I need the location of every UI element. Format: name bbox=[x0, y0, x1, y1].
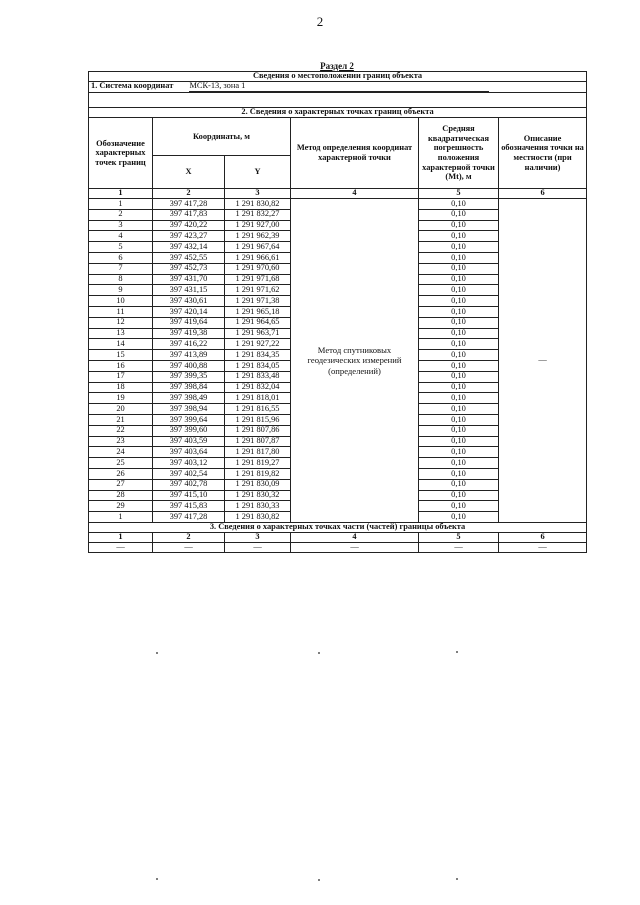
y-coordinate-cell: 1 291 830,09 bbox=[225, 479, 291, 490]
error-cell: 0,10 bbox=[419, 468, 499, 479]
x-coordinate-cell: 397 452,55 bbox=[153, 252, 225, 263]
x-coordinate-cell: 397 452,73 bbox=[153, 263, 225, 274]
page-number: 2 bbox=[316, 14, 324, 29]
block3-colnum-2: 2 bbox=[153, 532, 225, 542]
block3-colnum-3: 3 bbox=[225, 532, 291, 542]
block3-cell-3: — bbox=[225, 542, 291, 552]
colnum-6: 6 bbox=[499, 189, 587, 199]
scan-speck bbox=[456, 878, 458, 880]
y-coordinate-cell: 1 291 830,33 bbox=[225, 501, 291, 512]
point-number-cell: 13 bbox=[89, 328, 153, 339]
x-coordinate-cell: 397 403,59 bbox=[153, 436, 225, 447]
x-coordinate-cell: 397 398,84 bbox=[153, 382, 225, 393]
block3-colnum-5: 5 bbox=[419, 532, 499, 542]
point-number-cell: 2 bbox=[89, 209, 153, 220]
block3-colnum-6: 6 bbox=[499, 532, 587, 542]
y-coordinate-cell: 1 291 819,27 bbox=[225, 458, 291, 469]
coord-system-label: 1. Система координат bbox=[91, 81, 174, 91]
block3-cell-4: — bbox=[291, 542, 419, 552]
error-cell: 0,10 bbox=[419, 371, 499, 382]
y-coordinate-cell: 1 291 963,71 bbox=[225, 328, 291, 339]
point-number-cell: 25 bbox=[89, 458, 153, 469]
point-number-cell: 20 bbox=[89, 404, 153, 415]
x-coordinate-cell: 397 431,70 bbox=[153, 274, 225, 285]
error-cell: 0,10 bbox=[419, 296, 499, 307]
error-cell: 0,10 bbox=[419, 252, 499, 263]
point-number-cell: 5 bbox=[89, 242, 153, 253]
point-number-cell: 9 bbox=[89, 285, 153, 296]
block3-cell-1: — bbox=[89, 542, 153, 552]
y-coordinate-cell: 1 291 965,18 bbox=[225, 306, 291, 317]
x-coordinate-cell: 397 416,22 bbox=[153, 339, 225, 350]
y-coordinate-cell: 1 291 971,38 bbox=[225, 296, 291, 307]
error-cell: 0,10 bbox=[419, 404, 499, 415]
y-coordinate-cell: 1 291 927,22 bbox=[225, 339, 291, 350]
y-coordinate-cell: 1 291 927,00 bbox=[225, 220, 291, 231]
colnum-1: 1 bbox=[89, 189, 153, 199]
block3-cell-2: — bbox=[153, 542, 225, 552]
point-number-cell: 1 bbox=[89, 199, 153, 210]
x-coordinate-cell: 397 417,28 bbox=[153, 199, 225, 210]
x-coordinate-cell: 397 420,14 bbox=[153, 306, 225, 317]
y-coordinate-cell: 1 291 834,35 bbox=[225, 350, 291, 361]
y-coordinate-cell: 1 291 832,27 bbox=[225, 209, 291, 220]
blank-row bbox=[89, 93, 587, 108]
point-number-cell: 26 bbox=[89, 468, 153, 479]
error-cell: 0,10 bbox=[419, 414, 499, 425]
x-coordinate-cell: 397 403,12 bbox=[153, 458, 225, 469]
x-coordinate-cell: 397 402,78 bbox=[153, 479, 225, 490]
block1-title: Сведения о местоположении границ объекта bbox=[89, 72, 587, 82]
x-coordinate-cell: 397 398,94 bbox=[153, 404, 225, 415]
point-number-cell: 21 bbox=[89, 414, 153, 425]
scan-speck bbox=[156, 652, 158, 654]
header-point: Обозначение характерных точек границ bbox=[89, 118, 153, 189]
point-number-cell: 6 bbox=[89, 252, 153, 263]
x-coordinate-cell: 397 417,83 bbox=[153, 209, 225, 220]
point-number-cell: 8 bbox=[89, 274, 153, 285]
description-cell: — bbox=[499, 199, 587, 523]
point-number-cell: 17 bbox=[89, 371, 153, 382]
scan-speck bbox=[318, 652, 320, 654]
y-coordinate-cell: 1 291 819,82 bbox=[225, 468, 291, 479]
y-coordinate-cell: 1 291 807,87 bbox=[225, 436, 291, 447]
x-coordinate-cell: 397 399,60 bbox=[153, 425, 225, 436]
error-cell: 0,10 bbox=[419, 317, 499, 328]
point-number-cell: 22 bbox=[89, 425, 153, 436]
error-cell: 0,10 bbox=[419, 479, 499, 490]
coord-system-value: МСК-13, зона 1 bbox=[189, 82, 489, 91]
error-cell: 0,10 bbox=[419, 436, 499, 447]
coord-system-row bbox=[89, 82, 587, 93]
point-number-cell: 4 bbox=[89, 231, 153, 242]
header-error: Средняя квадратическая погрешность положения характерной точки (Mt), м bbox=[419, 118, 499, 189]
y-coordinate-cell: 1 291 962,39 bbox=[225, 231, 291, 242]
error-cell: 0,10 bbox=[419, 425, 499, 436]
error-cell: 0,10 bbox=[419, 199, 499, 210]
block3-colnum-1: 1 bbox=[89, 532, 153, 542]
x-coordinate-cell: 397 402,54 bbox=[153, 468, 225, 479]
y-coordinate-cell: 1 291 833,48 bbox=[225, 371, 291, 382]
x-coordinate-cell: 397 430,61 bbox=[153, 296, 225, 307]
x-coordinate-cell: 397 413,89 bbox=[153, 350, 225, 361]
point-number-cell: 19 bbox=[89, 393, 153, 404]
x-coordinate-cell: 397 399,35 bbox=[153, 371, 225, 382]
error-cell: 0,10 bbox=[419, 220, 499, 231]
y-coordinate-cell: 1 291 967,64 bbox=[225, 242, 291, 253]
y-coordinate-cell: 1 291 964,65 bbox=[225, 317, 291, 328]
point-number-cell: 15 bbox=[89, 350, 153, 361]
x-coordinate-cell: 397 431,15 bbox=[153, 285, 225, 296]
header-coords: Координаты, м bbox=[153, 118, 291, 156]
error-cell: 0,10 bbox=[419, 360, 499, 371]
y-coordinate-cell: 1 291 832,04 bbox=[225, 382, 291, 393]
scan-speck bbox=[456, 651, 458, 653]
error-cell: 0,10 bbox=[419, 339, 499, 350]
error-cell: 0,10 bbox=[419, 350, 499, 361]
y-coordinate-cell: 1 291 817,80 bbox=[225, 447, 291, 458]
header-method: Метод определения координат характерной точки bbox=[291, 118, 419, 189]
method-cell: Метод спутниковых геодезических измерений (определений) bbox=[291, 199, 419, 523]
point-number-cell: 14 bbox=[89, 339, 153, 350]
y-coordinate-cell: 1 291 971,68 bbox=[225, 274, 291, 285]
point-number-cell: 3 bbox=[89, 220, 153, 231]
table-row bbox=[89, 199, 587, 210]
x-coordinate-cell: 397 398,49 bbox=[153, 393, 225, 404]
y-coordinate-cell: 1 291 818,01 bbox=[225, 393, 291, 404]
colnum-4: 4 bbox=[291, 189, 419, 199]
y-coordinate-cell: 1 291 966,61 bbox=[225, 252, 291, 263]
block3-cell-5: — bbox=[419, 542, 499, 552]
x-coordinate-cell: 397 420,22 bbox=[153, 220, 225, 231]
error-cell: 0,10 bbox=[419, 209, 499, 220]
scan-speck bbox=[156, 878, 158, 880]
point-number-cell: 16 bbox=[89, 360, 153, 371]
boundary-table bbox=[88, 71, 587, 553]
error-cell: 0,10 bbox=[419, 512, 499, 523]
point-number-cell: 10 bbox=[89, 296, 153, 307]
point-number-cell: 1 bbox=[89, 512, 153, 523]
x-coordinate-cell: 397 417,28 bbox=[153, 512, 225, 523]
x-coordinate-cell: 397 419,64 bbox=[153, 317, 225, 328]
point-number-cell: 7 bbox=[89, 263, 153, 274]
x-coordinate-cell: 397 423,27 bbox=[153, 231, 225, 242]
x-coordinate-cell: 397 432,14 bbox=[153, 242, 225, 253]
error-cell: 0,10 bbox=[419, 458, 499, 469]
x-coordinate-cell: 397 419,38 bbox=[153, 328, 225, 339]
x-coordinate-cell: 397 399,64 bbox=[153, 414, 225, 425]
error-cell: 0,10 bbox=[419, 263, 499, 274]
block3-colnum-4: 4 bbox=[291, 532, 419, 542]
y-coordinate-cell: 1 291 815,96 bbox=[225, 414, 291, 425]
block3-cell-6: — bbox=[499, 542, 587, 552]
error-cell: 0,10 bbox=[419, 447, 499, 458]
point-number-cell: 23 bbox=[89, 436, 153, 447]
error-cell: 0,10 bbox=[419, 274, 499, 285]
x-coordinate-cell: 397 415,10 bbox=[153, 490, 225, 501]
point-number-cell: 24 bbox=[89, 447, 153, 458]
y-coordinate-cell: 1 291 970,60 bbox=[225, 263, 291, 274]
point-number-cell: 29 bbox=[89, 501, 153, 512]
point-number-cell: 28 bbox=[89, 490, 153, 501]
point-number-cell: 11 bbox=[89, 306, 153, 317]
header-y: Y bbox=[225, 156, 291, 189]
header-description: Описание обозначения точки на местности (при наличии) bbox=[499, 118, 587, 189]
block3-title: 3. Сведения о характерных точках части (частей) границы объекта bbox=[89, 522, 587, 532]
x-coordinate-cell: 397 400,88 bbox=[153, 360, 225, 371]
point-number-cell: 27 bbox=[89, 479, 153, 490]
scan-speck bbox=[318, 879, 320, 881]
header-x: X bbox=[153, 156, 225, 189]
error-cell: 0,10 bbox=[419, 490, 499, 501]
y-coordinate-cell: 1 291 834,05 bbox=[225, 360, 291, 371]
section-title: Раздел 2 bbox=[320, 61, 354, 71]
error-cell: 0,10 bbox=[419, 285, 499, 296]
y-coordinate-cell: 1 291 807,86 bbox=[225, 425, 291, 436]
y-coordinate-cell: 1 291 971,62 bbox=[225, 285, 291, 296]
y-coordinate-cell: 1 291 816,55 bbox=[225, 404, 291, 415]
error-cell: 0,10 bbox=[419, 242, 499, 253]
colnum-3: 3 bbox=[225, 189, 291, 199]
x-coordinate-cell: 397 415,83 bbox=[153, 501, 225, 512]
error-cell: 0,10 bbox=[419, 382, 499, 393]
colnum-5: 5 bbox=[419, 189, 499, 199]
error-cell: 0,10 bbox=[419, 393, 499, 404]
point-number-cell: 18 bbox=[89, 382, 153, 393]
y-coordinate-cell: 1 291 830,82 bbox=[225, 512, 291, 523]
colnum-2: 2 bbox=[153, 189, 225, 199]
error-cell: 0,10 bbox=[419, 501, 499, 512]
x-coordinate-cell: 397 403,64 bbox=[153, 447, 225, 458]
y-coordinate-cell: 1 291 830,82 bbox=[225, 199, 291, 210]
error-cell: 0,10 bbox=[419, 328, 499, 339]
block2-title: 2. Сведения о характерных точках границ объекта bbox=[89, 108, 587, 118]
error-cell: 0,10 bbox=[419, 231, 499, 242]
error-cell: 0,10 bbox=[419, 306, 499, 317]
point-number-cell: 12 bbox=[89, 317, 153, 328]
y-coordinate-cell: 1 291 830,32 bbox=[225, 490, 291, 501]
